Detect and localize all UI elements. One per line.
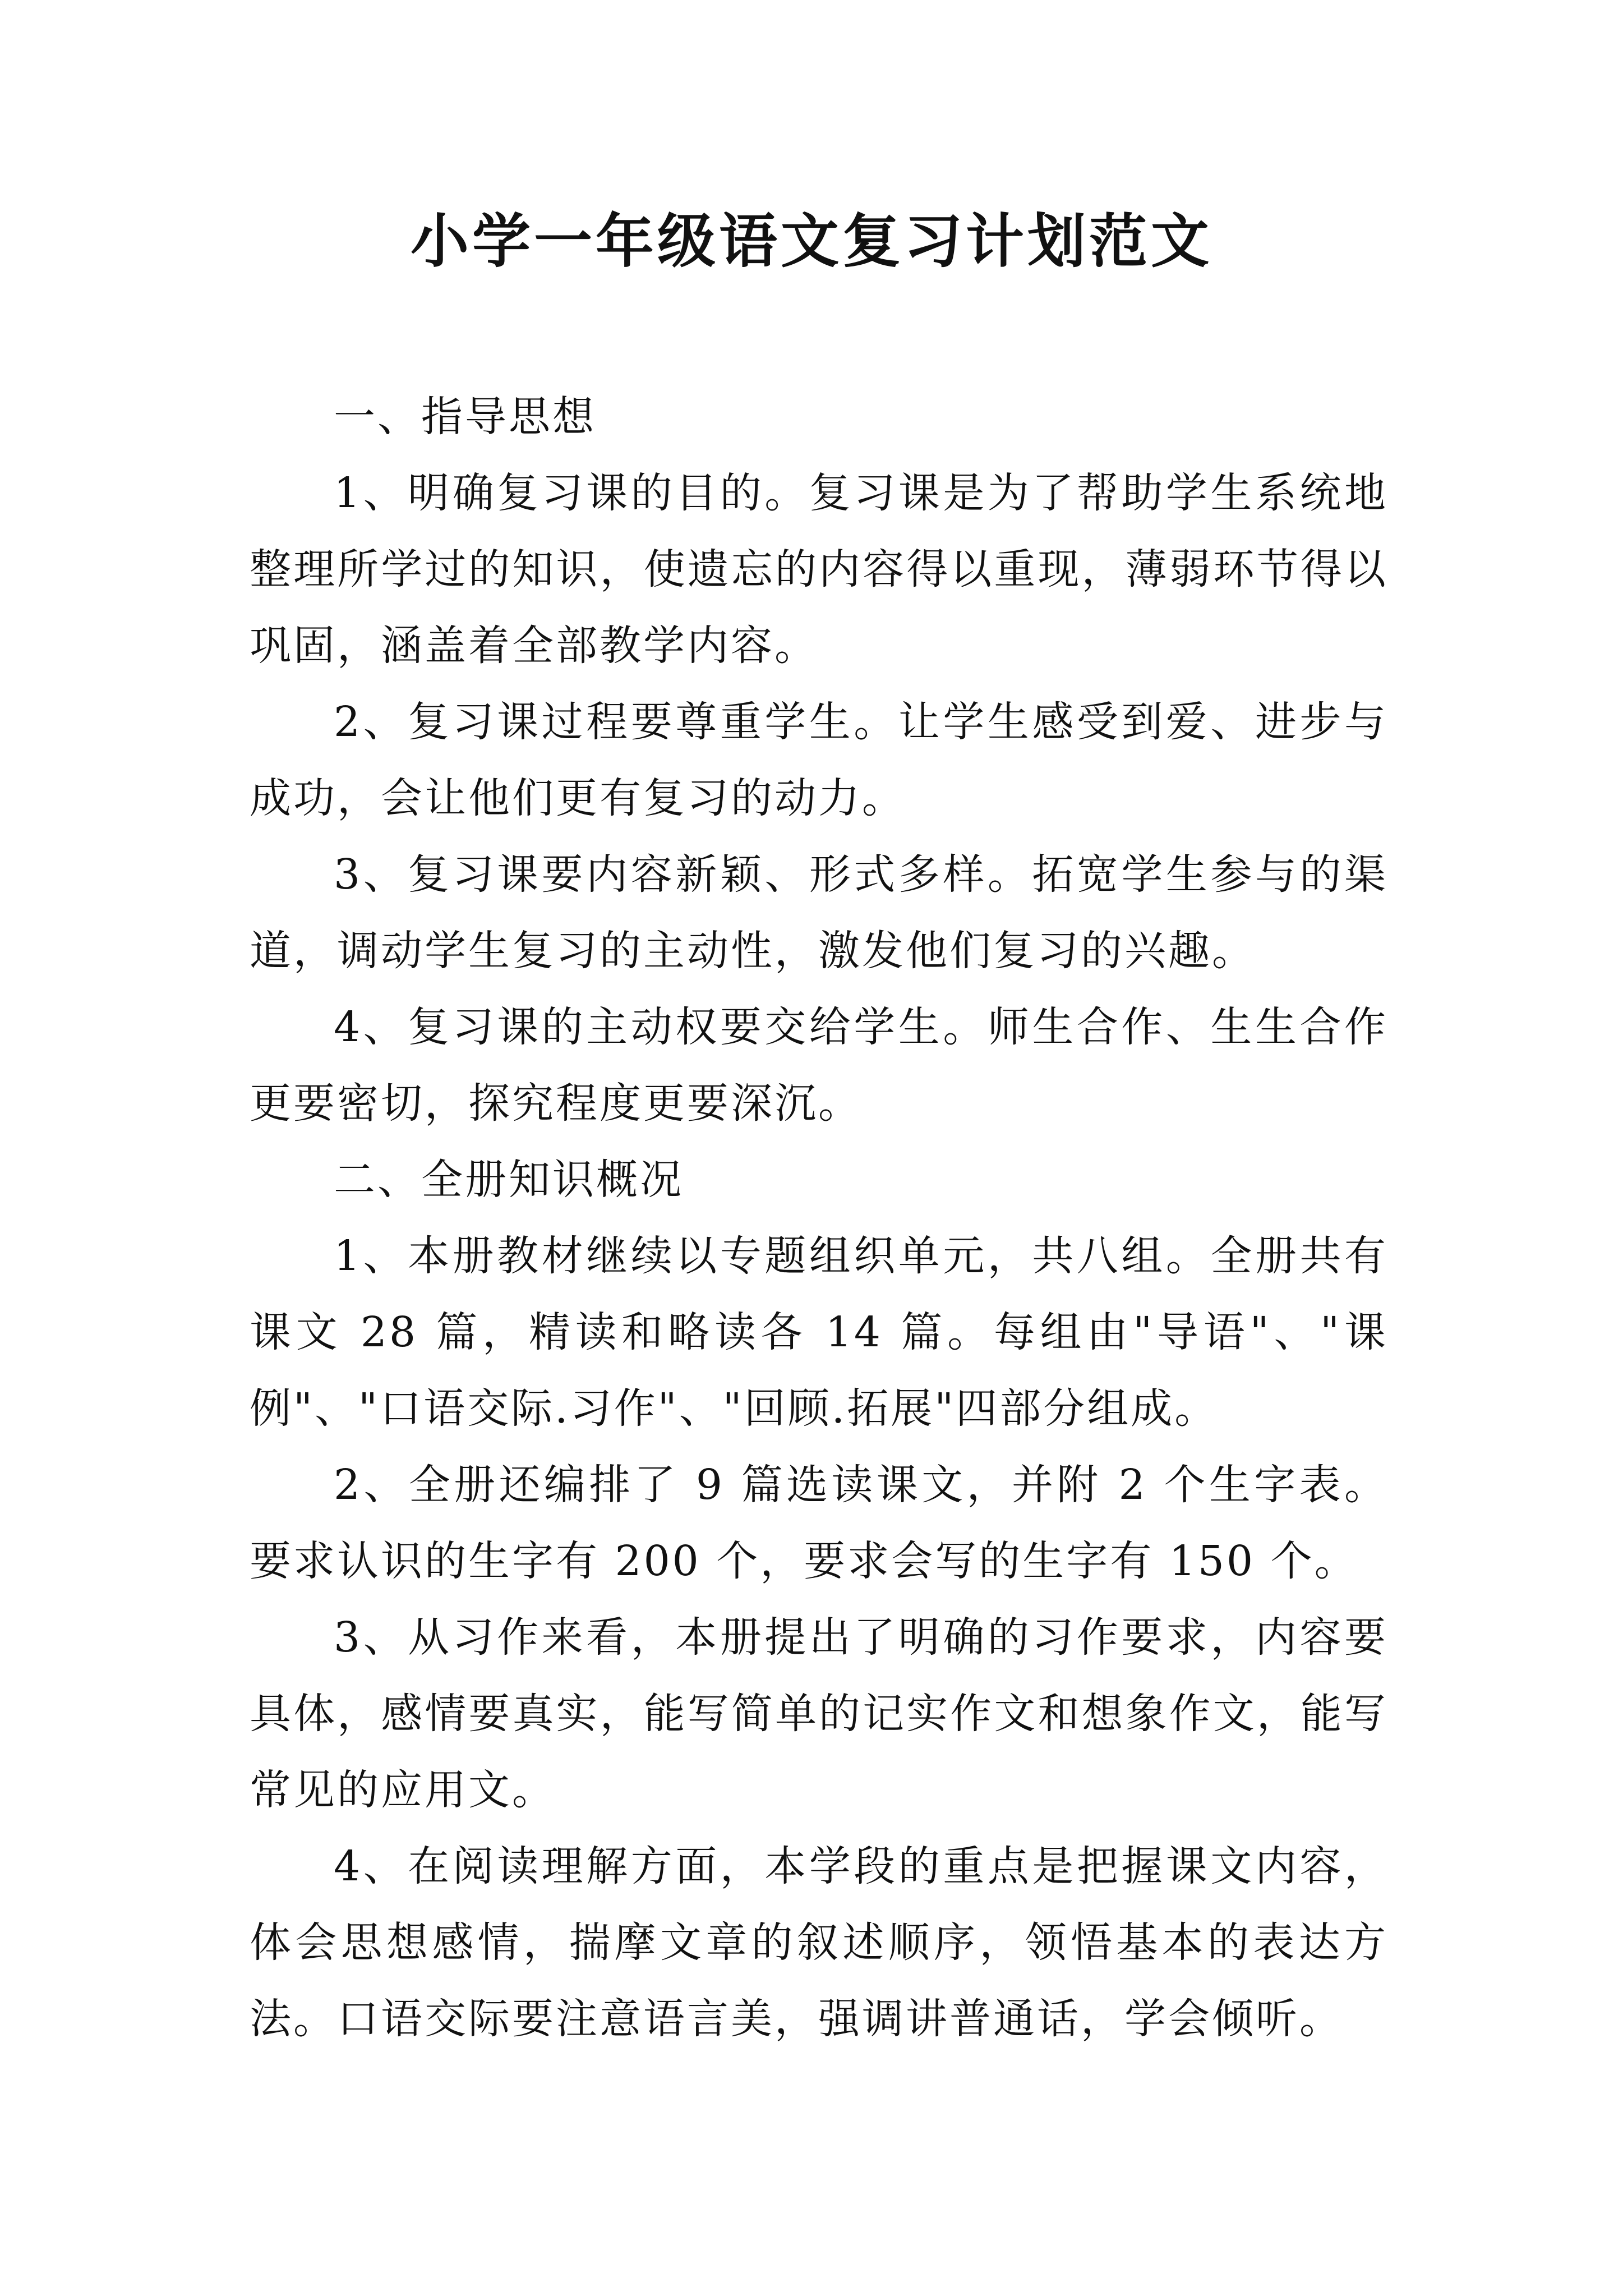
section-heading: 一、指导思想 [334, 393, 596, 441]
section-heading: 二、全册知识概况 [334, 1156, 684, 1204]
paragraph: 3、复习课要内容新颖、形式多样。拓宽学生参与的渠道，调动学生复习的主动性，激发他们复习的兴趣。 [250, 850, 1388, 975]
paragraph: 2、复习课过程要尊重学生。让学生感受到爱、进步与成功，会让他们更有复习的动力。 [250, 698, 1388, 822]
document-title: 小学一年级语文复习计划范文 [410, 206, 1212, 275]
paragraph: 1、本册教材继续以专题组织单元，共八组。全册共有课文 28 篇，精读和略读各 14 篇。每组由"导语"、"课例"、"口语交际.习作"、"回顾.拓展"四部分组成。 [250, 1232, 1388, 1433]
paragraph: 3、从习作来看，本册提出了明确的习作要求，内容要具体，感情要真实，能写简单的记实作文和想象作文，能写常见的应用文。 [250, 1613, 1388, 1814]
paragraph: 1、明确复习课的目的。复习课是为了帮助学生系统地整理所学过的知识，使遗忘的内容得以重现，薄弱环节得以巩固，涵盖着全部教学内容。 [250, 469, 1388, 670]
document-body [250, 379, 1388, 2057]
paragraph: 4、在阅读理解方面，本学段的重点是把握课文内容，体会思想感情，揣摩文章的叙述顺序，领悟基本的表达方法。口语交际要注意语言美，强调讲普通话，学会倾听。 [250, 1842, 1388, 2043]
paragraph: 2、全册还编排了 9 篇选读课文，并附 2 个生字表。要求认识的生字有 200 个，要求会写的生字有 150 个。 [250, 1461, 1388, 1585]
paragraph: 4、复习课的主动权要交给学生。师生合作、生生合作更要密切，探究程度更要深沉。 [250, 1003, 1388, 1128]
